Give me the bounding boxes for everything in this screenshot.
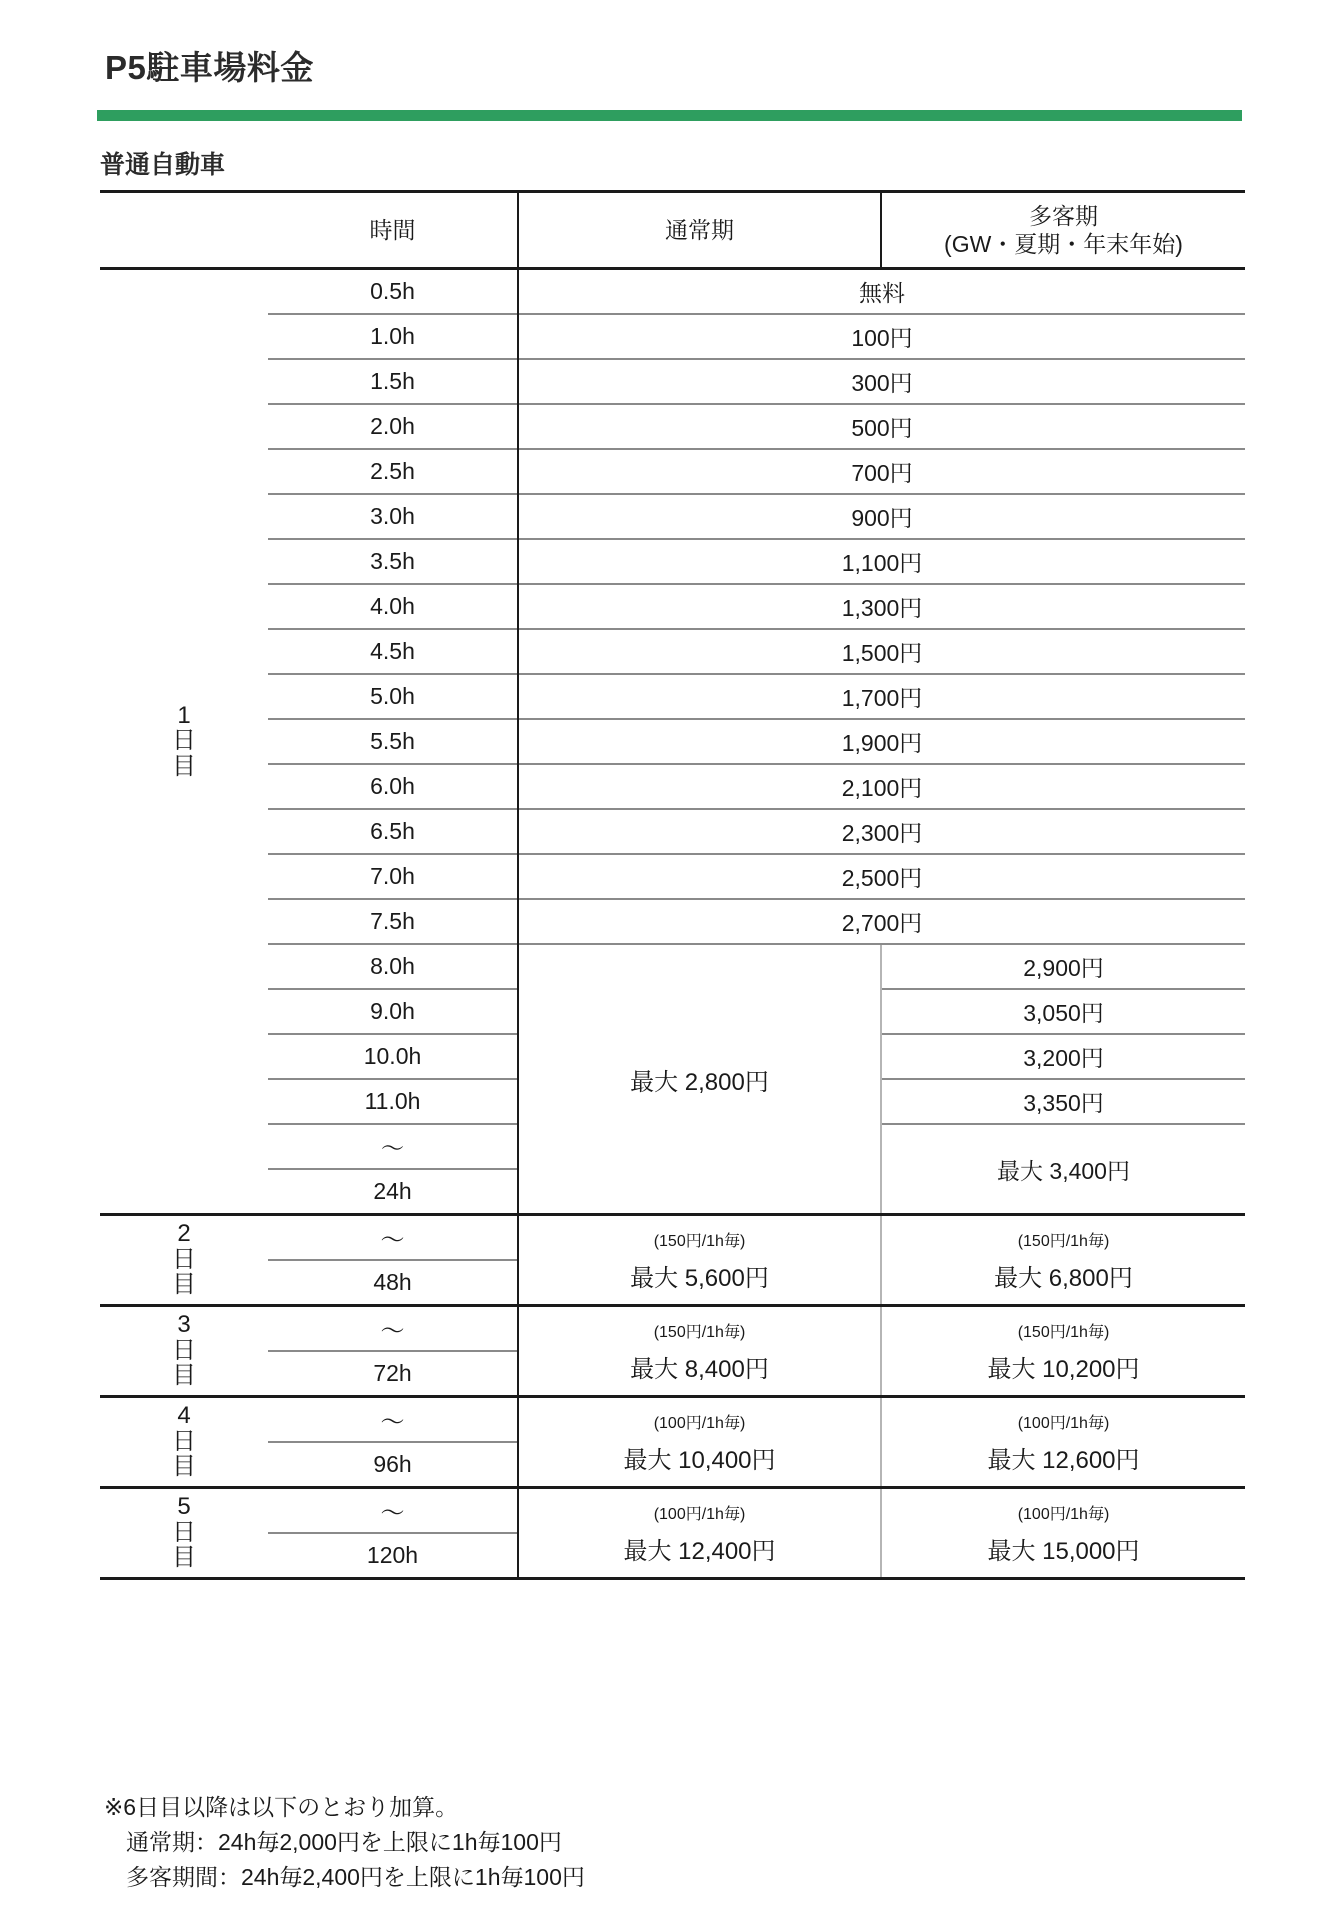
- time-cell: 6.0h: [268, 764, 518, 809]
- day-label-5: 5 日 目: [100, 1488, 268, 1579]
- table-row: [100, 1397, 1245, 1443]
- time-cell: 3.0h: [268, 494, 518, 539]
- peak-fee-cell: [881, 1215, 1245, 1306]
- time-cell: 3.5h: [268, 539, 518, 584]
- fee-cell-both: 2,300円: [518, 809, 1245, 854]
- normal-max-value: 最大 8,400円: [630, 1355, 769, 1383]
- table-row: [100, 854, 1245, 899]
- fee-cell-both: 2,100円: [518, 764, 1245, 809]
- page-title: P5駐車場料金: [105, 49, 314, 86]
- table-row: [100, 314, 1245, 359]
- table-bottom-rule: [100, 1579, 1245, 1581]
- fee-cell-both: 1,700円: [518, 674, 1245, 719]
- time-cell: 11.0h: [268, 1079, 518, 1124]
- table-row: [100, 1215, 1245, 1261]
- table-row: [100, 674, 1245, 719]
- time-cell: 1.5h: [268, 359, 518, 404]
- table-row: [100, 899, 1245, 944]
- normal-rate-note: (100円/1h毎): [653, 1414, 746, 1432]
- day-label-1: 1 日 目: [172, 701, 196, 780]
- fee-cell-both: 700円: [518, 449, 1245, 494]
- table-row: [100, 1306, 1245, 1352]
- time-range-from: 〜: [268, 1215, 518, 1261]
- normal-rate-note: (100円/1h毎): [653, 1505, 746, 1523]
- peak-rate-note: (100円/1h毎): [1017, 1505, 1110, 1523]
- peak-rate-note: (150円/1h毎): [1017, 1232, 1110, 1250]
- normal-max-value: 最大 10,400円: [623, 1446, 776, 1474]
- day-label-3: 3 日 目: [100, 1306, 268, 1397]
- time-range-from: 〜: [268, 1306, 518, 1352]
- header-normal-period: 通常期: [518, 192, 881, 269]
- peak-fee-cell: [881, 1306, 1245, 1397]
- peak-fee-cell: 2,900円: [881, 944, 1245, 989]
- fee-cell-both: 1,900円: [518, 719, 1245, 764]
- peak-fee-cell: [881, 1488, 1245, 1579]
- table-row: [100, 494, 1245, 539]
- table-row: [100, 719, 1245, 764]
- table-row: [100, 944, 1245, 989]
- table-row: [100, 809, 1245, 854]
- time-cell: 〜: [268, 1124, 518, 1169]
- peak-fee-cell: 3,050円: [881, 989, 1245, 1034]
- time-cell: 1.0h: [268, 314, 518, 359]
- normal-fee-cell: [518, 1397, 881, 1488]
- normal-fee-cell: [518, 1306, 881, 1397]
- fee-cell-both: 無料: [518, 269, 1245, 315]
- peak-rate-note: (100円/1h毎): [1017, 1414, 1110, 1432]
- table-row: [100, 539, 1245, 584]
- normal-rate-note: (150円/1h毎): [653, 1232, 746, 1250]
- table-row: [100, 359, 1245, 404]
- accent-divider: [97, 110, 1242, 121]
- fee-table-container: [100, 190, 1245, 1580]
- peak-max-value: 最大 6,800円: [994, 1264, 1133, 1292]
- time-cell: 0.5h: [370, 278, 415, 304]
- peak-max-value: 最大 12,600円: [987, 1446, 1140, 1474]
- peak-max-value: 最大 10,200円: [987, 1355, 1140, 1383]
- header-time: 時間: [268, 192, 518, 269]
- time-range-to: 96h: [268, 1442, 518, 1488]
- fee-table: [100, 190, 1245, 1580]
- normal-rate-note: (150円/1h毎): [653, 1323, 746, 1341]
- normal-fee-cell: [518, 1215, 881, 1306]
- vehicle-type-heading: 普通自動車: [100, 151, 226, 179]
- time-cell: 24h: [268, 1169, 518, 1215]
- fee-cell-both: 2,700円: [518, 899, 1245, 944]
- note-line-3: 多客期間：24h毎2,400円を上限に1h毎100円: [126, 1863, 585, 1890]
- fee-cell-both: 300円: [518, 359, 1245, 404]
- time-range-to: 120h: [268, 1533, 518, 1579]
- peak-fee-cell: [881, 1397, 1245, 1488]
- peak-fee-cell: 最大 3,400円: [881, 1124, 1245, 1215]
- time-cell: 6.5h: [268, 809, 518, 854]
- time-cell: 9.0h: [268, 989, 518, 1034]
- fee-cell-both: 500円: [518, 404, 1245, 449]
- normal-fee-cell: [518, 1488, 881, 1579]
- table-row: [100, 404, 1245, 449]
- normal-max-merged: 最大 2,800円: [518, 944, 881, 1215]
- header-peak-period: 多客期 (GW・夏期・年末年始): [881, 192, 1245, 269]
- fee-table-body: [100, 192, 1245, 1581]
- time-cell: 7.5h: [268, 899, 518, 944]
- fee-cell-both: 1,100円: [518, 539, 1245, 584]
- time-range-to: 72h: [268, 1351, 518, 1397]
- time-cell: 4.0h: [268, 584, 518, 629]
- day-label-4: 4 日 目: [100, 1397, 268, 1488]
- table-row: [100, 584, 1245, 629]
- peak-fee-cell: 3,350円: [881, 1079, 1245, 1124]
- table-row: [100, 629, 1245, 674]
- note-line-2: 通常期：24h毎2,000円を上限に1h毎100円: [126, 1828, 562, 1855]
- fee-cell-both: 1,300円: [518, 584, 1245, 629]
- time-cell: 5.5h: [268, 719, 518, 764]
- peak-fee-cell: 3,200円: [881, 1034, 1245, 1079]
- time-cell: 7.0h: [268, 854, 518, 899]
- time-cell: 2.0h: [268, 404, 518, 449]
- table-row: [100, 1488, 1245, 1534]
- time-range-from: 〜: [268, 1397, 518, 1443]
- fee-cell-both: 2,500円: [518, 854, 1245, 899]
- time-cell: 8.0h: [268, 944, 518, 989]
- time-cell: 4.5h: [268, 629, 518, 674]
- note-line-1: ※6日目以降は以下のとおり加算。: [104, 1794, 459, 1820]
- fee-cell-both: 900円: [518, 494, 1245, 539]
- normal-max-value: 最大 5,600円: [630, 1264, 769, 1292]
- normal-max-value: 最大 12,400円: [623, 1537, 776, 1565]
- header-day: [100, 192, 268, 269]
- peak-max-value: 最大 15,000円: [987, 1537, 1140, 1565]
- table-row: [100, 449, 1245, 494]
- time-range-to: 48h: [268, 1260, 518, 1306]
- peak-rate-note: (150円/1h毎): [1017, 1323, 1110, 1341]
- table-header-row: [100, 192, 1245, 269]
- table-row: [100, 764, 1245, 809]
- time-range-from: 〜: [268, 1488, 518, 1534]
- fee-cell-both: 100円: [518, 314, 1245, 359]
- table-row: [100, 269, 1245, 315]
- time-cell: 10.0h: [268, 1034, 518, 1079]
- time-cell: 2.5h: [268, 449, 518, 494]
- fee-cell-both: 1,500円: [518, 629, 1245, 674]
- footer-notes: [104, 1790, 585, 1895]
- time-cell: 5.0h: [268, 674, 518, 719]
- day-label-2: 2 日 目: [100, 1215, 268, 1306]
